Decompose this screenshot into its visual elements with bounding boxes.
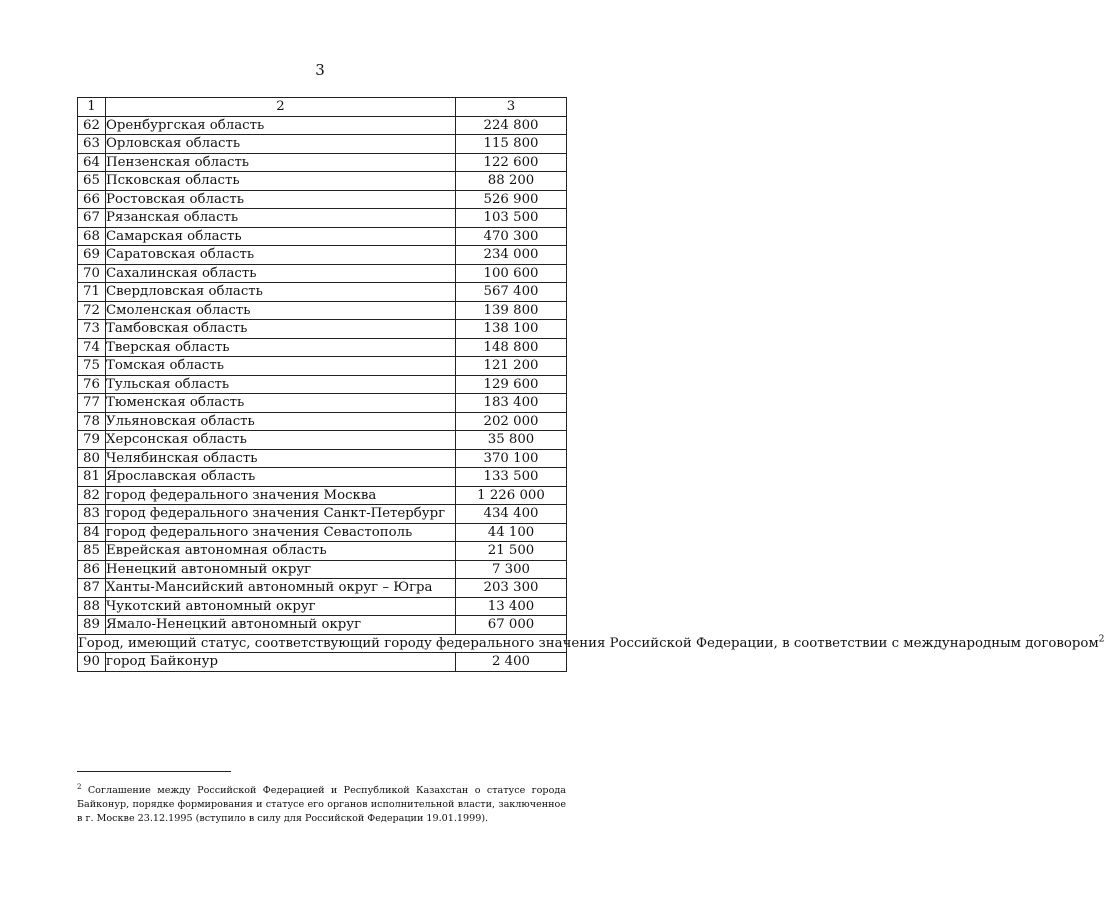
row-value: 100 600	[456, 264, 567, 283]
row-name: Ярославская область	[106, 468, 456, 487]
row-name: Рязанская область	[106, 209, 456, 228]
table-row	[78, 653, 567, 672]
row-number: 71	[78, 283, 106, 302]
table-row	[78, 597, 567, 616]
row-value: 567 400	[456, 283, 567, 302]
row-value: 103 500	[456, 209, 567, 228]
row-number: 86	[78, 560, 106, 579]
table-row	[78, 505, 567, 524]
row-value: 203 300	[456, 579, 567, 598]
table-row	[78, 116, 567, 135]
row-value: 470 300	[456, 227, 567, 246]
section-heading	[78, 634, 1105, 653]
row-number: 84	[78, 523, 106, 542]
row-number: 87	[78, 579, 106, 598]
row-value: 148 800	[456, 338, 567, 357]
row-value: 1 226 000	[456, 486, 567, 505]
row-name: Орловская область	[106, 135, 456, 154]
table-row	[78, 283, 567, 302]
row-name: Пензенская область	[106, 153, 456, 172]
row-value: 44 100	[456, 523, 567, 542]
table-header-row	[78, 98, 567, 117]
table-row	[78, 246, 567, 265]
table-row	[78, 579, 567, 598]
page-number: 3	[315, 61, 325, 79]
row-name: Оренбургская область	[106, 116, 456, 135]
table-row	[78, 320, 567, 339]
table-row	[78, 172, 567, 191]
regions-table	[77, 97, 1105, 672]
row-name: Ханты-Мансийский автономный округ – Югра	[106, 579, 456, 598]
row-number: 85	[78, 542, 106, 561]
row-number: 83	[78, 505, 106, 524]
row-number: 76	[78, 375, 106, 394]
row-value: 121 200	[456, 357, 567, 376]
row-value: 35 800	[456, 431, 567, 450]
row-number: 72	[78, 301, 106, 320]
table-row	[78, 209, 567, 228]
row-number: 69	[78, 246, 106, 265]
column-header-number: 1	[78, 98, 106, 117]
row-name: Сахалинская область	[106, 264, 456, 283]
table-row	[78, 616, 567, 635]
row-number: 89	[78, 616, 106, 635]
row-name: Херсонская область	[106, 431, 456, 450]
row-name: Томская область	[106, 357, 456, 376]
row-number: 74	[78, 338, 106, 357]
row-value: 2 400	[456, 653, 567, 672]
row-name: город Байконур	[106, 653, 456, 672]
column-header-name: 2	[106, 98, 456, 117]
row-value: 88 200	[456, 172, 567, 191]
row-number: 75	[78, 357, 106, 376]
row-value: 67 000	[456, 616, 567, 635]
row-number: 73	[78, 320, 106, 339]
table-row	[78, 431, 567, 450]
table-row	[78, 190, 567, 209]
row-value: 183 400	[456, 394, 567, 413]
table-row	[78, 486, 567, 505]
footnote-text: Соглашение между Российской Федерацией и Республикой Казахстан о статусе города Байконур, порядке формирования и статусе его органов исполнительной власти, заключенное в г. Москве 23.12.1995 (вступило в силу для Российской Федерации 19.01.1999).	[77, 785, 566, 824]
row-name: Саратовская область	[106, 246, 456, 265]
row-value: 202 000	[456, 412, 567, 431]
row-name: Смоленская область	[106, 301, 456, 320]
footnote	[77, 784, 566, 826]
row-number: 64	[78, 153, 106, 172]
row-number: 63	[78, 135, 106, 154]
row-value: 434 400	[456, 505, 567, 524]
row-name: Ямало-Ненецкий автономный округ	[106, 616, 456, 635]
row-number: 88	[78, 597, 106, 616]
row-value: 234 000	[456, 246, 567, 265]
row-name: Ростовская область	[106, 190, 456, 209]
row-number: 81	[78, 468, 106, 487]
footnote-reference[interactable]: 2	[1098, 634, 1105, 645]
row-name: город федерального значения Севастополь	[106, 523, 456, 542]
row-name: Ульяновская область	[106, 412, 456, 431]
table-row	[78, 412, 567, 431]
row-name: Еврейская автономная область	[106, 542, 456, 561]
table-row	[78, 542, 567, 561]
row-name: Тульская область	[106, 375, 456, 394]
table-row	[78, 338, 567, 357]
table-row	[78, 227, 567, 246]
row-value: 129 600	[456, 375, 567, 394]
table-row	[78, 264, 567, 283]
section-heading-text: Город, имеющий статус, соответствующий городу федерального значения Российской Федерации, в соответствии с международным договором	[78, 635, 1099, 651]
row-name: Тамбовская область	[106, 320, 456, 339]
row-value: 526 900	[456, 190, 567, 209]
section-heading-row	[78, 634, 567, 653]
row-name: город федерального значения Москва	[106, 486, 456, 505]
row-number: 79	[78, 431, 106, 450]
row-value: 21 500	[456, 542, 567, 561]
table-row	[78, 135, 567, 154]
row-value: 7 300	[456, 560, 567, 579]
row-number: 82	[78, 486, 106, 505]
row-name: Чукотский автономный округ	[106, 597, 456, 616]
table-row	[78, 357, 567, 376]
table-row	[78, 560, 567, 579]
table-row	[78, 449, 567, 468]
table-row	[78, 468, 567, 487]
table-row	[78, 394, 567, 413]
row-value: 138 100	[456, 320, 567, 339]
footnote-mark: 2	[77, 782, 82, 791]
row-name: Псковская область	[106, 172, 456, 191]
row-name: город федерального значения Санкт-Петербург	[106, 505, 456, 524]
row-name: Ненецкий автономный округ	[106, 560, 456, 579]
row-value: 133 500	[456, 468, 567, 487]
row-value: 224 800	[456, 116, 567, 135]
table-row	[78, 375, 567, 394]
row-number: 78	[78, 412, 106, 431]
row-number: 80	[78, 449, 106, 468]
table-row	[78, 153, 567, 172]
row-value: 139 800	[456, 301, 567, 320]
column-header-value: 3	[456, 98, 567, 117]
row-number: 66	[78, 190, 106, 209]
row-value: 115 800	[456, 135, 567, 154]
table-body	[78, 116, 1105, 671]
table-row	[78, 523, 567, 542]
row-value: 370 100	[456, 449, 567, 468]
row-name: Челябинская область	[106, 449, 456, 468]
row-value: 13 400	[456, 597, 567, 616]
row-number: 67	[78, 209, 106, 228]
row-number: 62	[78, 116, 106, 135]
row-number: 77	[78, 394, 106, 413]
row-name: Самарская область	[106, 227, 456, 246]
row-number: 68	[78, 227, 106, 246]
row-number: 70	[78, 264, 106, 283]
footnote-divider	[77, 771, 231, 772]
row-name: Тверская область	[106, 338, 456, 357]
row-number: 90	[78, 653, 106, 672]
row-name: Свердловская область	[106, 283, 456, 302]
row-number: 65	[78, 172, 106, 191]
row-value: 122 600	[456, 153, 567, 172]
row-name: Тюменская область	[106, 394, 456, 413]
table-row	[78, 301, 567, 320]
